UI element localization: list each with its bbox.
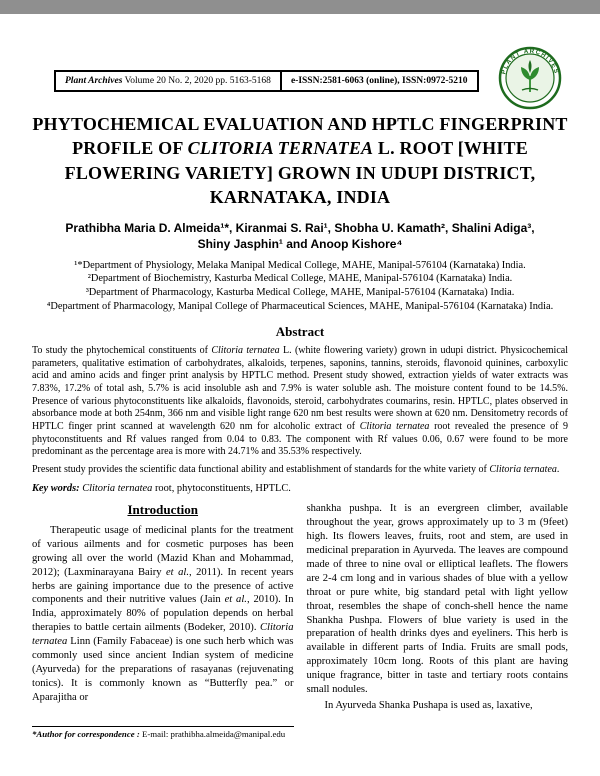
journal-info-box: Plant Archives Volume 20 No. 2, 2020 pp. 5163-5168: [54, 70, 282, 92]
issn-box: e-ISSN:2581-6063 (online), ISSN:0972-5210: [280, 70, 479, 92]
article-title: PHYTOCHEMICAL EVALUATION AND HPTLC FINGERPRINT PROFILE OF CLITORIA TERNATEA L. ROOT [WHITE FLOWERING VARIETY] GROWN IN UDUPI DISTRICT, KARNATAKA, INDIA: [32, 114, 568, 207]
affiliation-line: ¹*Department of Physiology, Melaka Manipal Medical College, MAHE, Manipal-576104 (Karnataka) India.: [74, 259, 526, 271]
affiliation-line: ⁴Department of Pharmacology, Manipal College of Pharmaceutical Sciences, MAHE, Manipal-576104 (Karnataka) India.: [46, 301, 554, 313]
body-paragraph: shankha pushpa. It is an evergreen climber, available throughout the year, grows approximately up to 3 m (9feet) high. Its flowers leaves, fruits, root and stem, are used in medicinal preparation in Ayurveda. The leaves are compound made of three to nine oval or elliptical leaflets. The flowers are 2-4 cm long and in various shades of blue with a yellow throat or pure white, big standard petal with light yellow throat, resembles the shape of conch-shell hence the name Shankha Pushpa. Flowers of blue variety is used in the preparation of health drinks dyes and eyeliners. This herb is available in different parts of India. Fruits are small pods, approximately 10cm long. Roots of this plant are having unique fragrance, bitter in taste and tertiary roots contains small nodules.: [306, 502, 568, 696]
two-column-body: [32, 502, 568, 740]
keywords-line: Key words: Clitoria ternatea root, phytoconstituents, HPTLC.: [32, 482, 291, 494]
correspondence-footnote: *Author for correspondence : E-mail: prathibha.almeida@manipal.edu: [32, 726, 294, 740]
logo-curved-text: PLANT ARCHIVES: [500, 47, 560, 76]
abstract-paragraph-1: To study the phytochemical constituents of Clitoria ternatea L. (white flowering variety) grown in udupi district. Physicochemical parameters, qualitative estimation of carbohydrates, alkaloids, terpenes, saponins, tannins, steroids, flavonoid quinines, carboxylic acid and amino acids and finger print analysis by HPTLC method. Present study showed, extraction yields of water extracts was 7.83%, 17.2% of total ash, 5.7% is acid insoluble ash and 7.9% is water soluble ash. The moisture content found to be 14.5%. Presence of various phytoconstituents like alkaloids, flavonoids, steroid, carbohydrates coumarins, resin. HPTLC, plates observed in absorbance mode at both 254nm, 366 nm and visible light range 620 nm best results were shown at 620 nm. Densitometry records of HPTLC finger print scanned at wavelength 620 nm for alcoholic extract of Clitoria ternatea root revealed the presence of 9 phytoconstituents and Rf values ranged from 0.04 to 0.83. The component with Rf values 0.06, 0.67 were found to be more predominant as the percentage area is more with 24.71% and 35.53% respectively.: [32, 344, 568, 458]
introduction-heading: Introduction: [127, 501, 199, 517]
page-content: [0, 47, 600, 740]
plant-archives-logo: [498, 46, 562, 110]
affiliation-line: ³Department of Pharmacology, Kasturba Medical College, MAHE, Manipal-576104 (Karnataka) India.: [85, 287, 515, 299]
affiliations-block: [38, 259, 562, 314]
abstract-paragraph-2: Present study provides the scientific data functional ability and establishment of standards for the white variety of Clitoria ternatea.: [32, 464, 560, 476]
abstract-heading: Abstract: [275, 323, 325, 339]
left-column: [32, 502, 294, 740]
affiliation-line: ²Department of Biochemistry, Kasturba Medical College, MAHE, Manipal-576104 (Karnataka) India.: [87, 273, 513, 285]
body-paragraph: In Ayurveda Shanka Pushapa is used as, laxative,: [324, 700, 533, 712]
authors-line: Prathibha Maria D. Almeida¹*, Kiranmai S. Rai¹, Shobha U. Kamath², Shalini Adiga³, Shiny Jasphin¹ and Anoop Kishore⁴: [65, 221, 535, 252]
right-column: [307, 502, 569, 740]
page-top-strip: [0, 0, 600, 14]
abstract-section: [32, 345, 568, 477]
journal-header: [32, 47, 568, 92]
intro-paragraph: Therapeutic usage of medicinal plants for the treatment of various ailments and for cosmetic purposes has been growing all over the world (Mazid Khan and Mohammad, 2012); (Laxminarayana Bairy et al., 2011). In recent years herbs are gaining importance due to the presence of active components and their nutritive values (Jain et al., 2010). In India, approximately 80% of population depends on herbal therapies to battle certain ailments (Bodeker, 2010). Clitoria ternatea Linn (Family Fabaceae) is one such herb which was commonly used since ancient Indian system of medicine (Ayurveda) for the preparations of rasayanas (rejuvenating tonics). It is commonly known as “Butterfly pea.” or Aparajitha or: [32, 524, 294, 704]
